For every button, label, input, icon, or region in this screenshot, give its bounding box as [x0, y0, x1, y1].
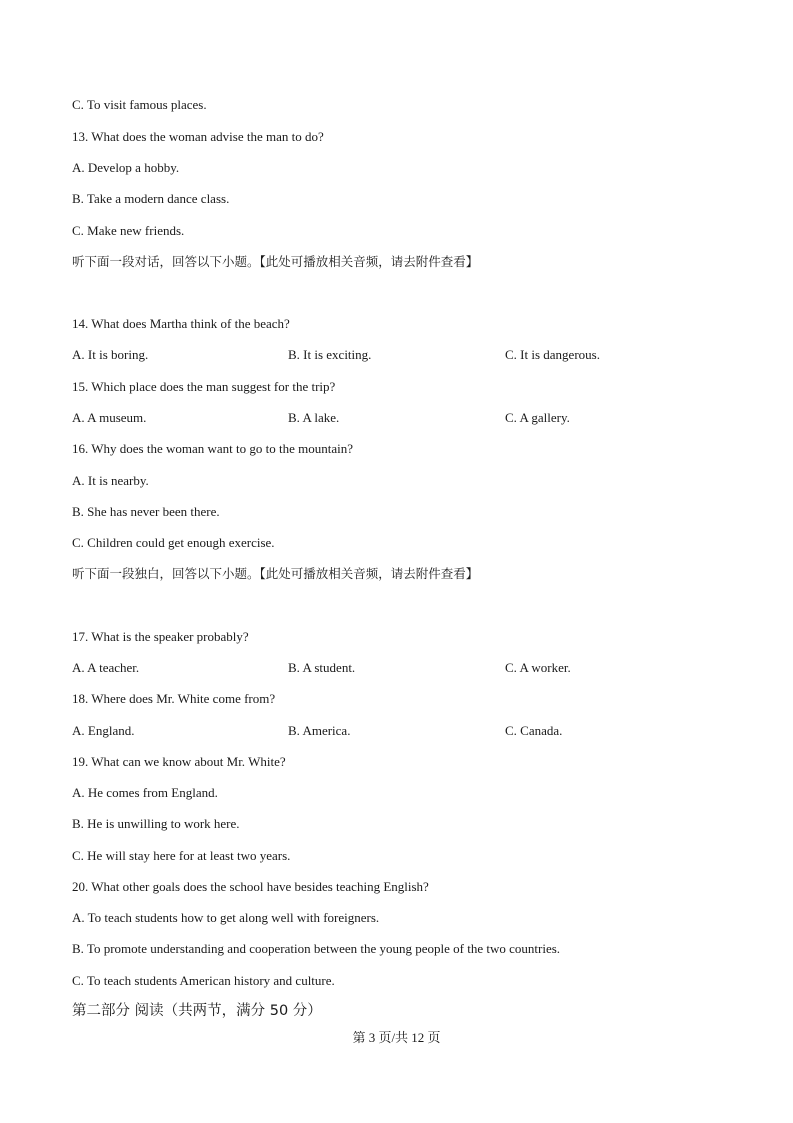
- option-12c: C. To visit famous places.: [72, 97, 207, 112]
- option-17b: B. A student.: [288, 660, 356, 675]
- option-20a: A. To teach students how to get along well with foreigners.: [72, 910, 380, 925]
- option-14b: B. It is exciting.: [288, 347, 372, 362]
- question-17: 17. What is the speaker probably?: [72, 629, 249, 644]
- question-19: 19. What can we know about Mr. White?: [72, 754, 286, 769]
- question-20: 20. What other goals does the school have besides teaching English?: [72, 879, 429, 894]
- instruction-dialogue: 听下面一段对话，回答以下小题。【此处可播放相关音频，请去附件查看】: [72, 254, 479, 269]
- option-15c: C. A gallery.: [505, 410, 570, 425]
- option-17a: A. A teacher.: [72, 660, 140, 675]
- option-15a: A. A museum.: [72, 410, 147, 425]
- option-13b: B. Take a modern dance class.: [72, 191, 230, 206]
- question-13: 13. What does the woman advise the man to do?: [72, 129, 324, 144]
- option-18c: C. Canada.: [505, 723, 563, 738]
- question-16: 16. Why does the woman want to go to the mountain?: [72, 441, 354, 456]
- question-18: 18. Where does Mr. White come from?: [72, 691, 276, 706]
- option-13c: C. Make new friends.: [72, 223, 185, 238]
- option-19a: A. He comes from England.: [72, 785, 218, 800]
- option-20c: C. To teach students American history and culture.: [72, 973, 335, 988]
- section-heading: 第二部分 阅读（共两节，满分 50 分）: [72, 1003, 322, 1019]
- option-19c: C. He will stay here for at least two years.: [72, 848, 291, 863]
- page-number: 第 3 页/共 12 页: [352, 1030, 441, 1045]
- option-18a: A. England.: [72, 723, 135, 738]
- question-14: 14. What does Martha think of the beach?: [72, 316, 290, 331]
- option-16a: A. It is nearby.: [72, 473, 149, 488]
- option-15b: B. A lake.: [288, 410, 340, 425]
- option-18b: B. America.: [288, 723, 351, 738]
- option-19b: B. He is unwilling to work here.: [72, 816, 240, 831]
- option-13a: A. Develop a hobby.: [72, 160, 180, 175]
- instruction-monologue: 听下面一段独白，回答以下小题。【此处可播放相关音频，请去附件查看】: [72, 566, 479, 581]
- option-16b: B. She has never been there.: [72, 504, 220, 519]
- question-15: 15. Which place does the man suggest for the trip?: [72, 379, 336, 394]
- option-14a: A. It is boring.: [72, 347, 149, 362]
- option-14c: C. It is dangerous.: [505, 347, 600, 362]
- option-16c: C. Children could get enough exercise.: [72, 535, 275, 550]
- option-17c: C. A worker.: [505, 660, 571, 675]
- option-20b: B. To promote understanding and cooperation between the young people of the two countries.: [72, 941, 561, 956]
